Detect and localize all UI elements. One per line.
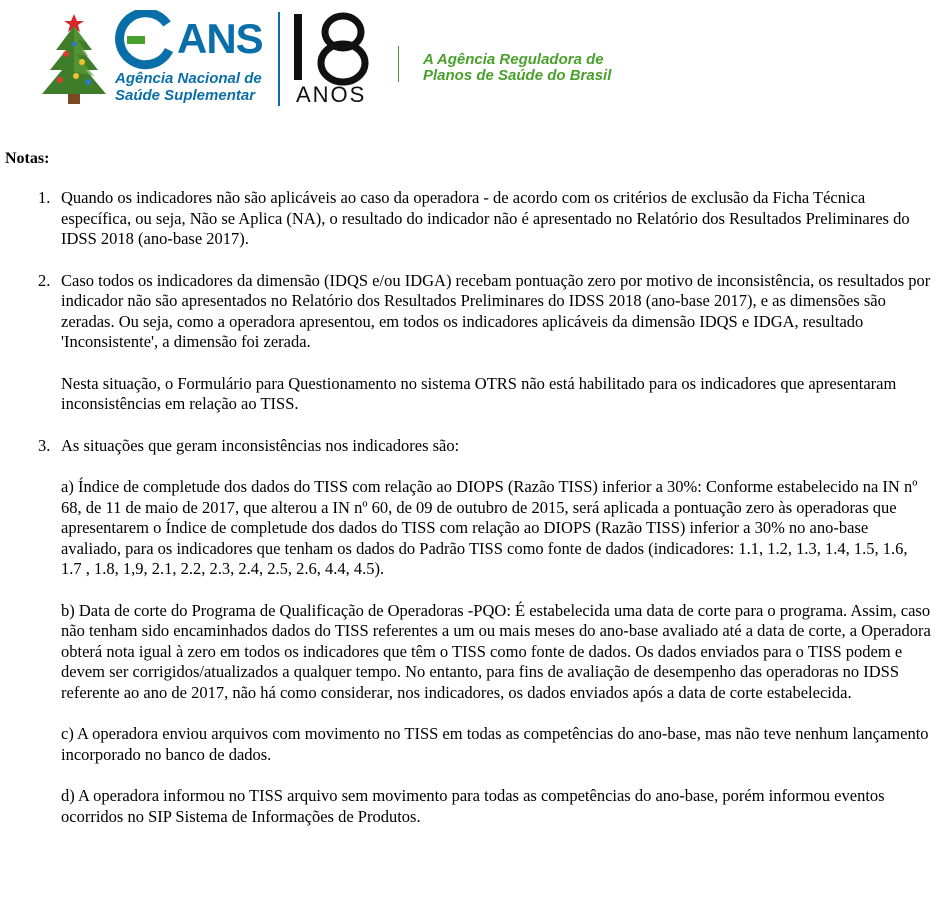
ans-logo-subtitle-line1: Agência Nacional de (115, 70, 262, 87)
tagline-line1: A Agência Reguladora de (423, 51, 604, 68)
note-subitem-b: b) Data de corte do Programa de Qualificação de Operadoras -PQO: É estabelecida uma data de corte para o programa. Assim, caso não tenham sido encaminhados dados do TISS referentes a um ou mais meses do ano-base avaliado até a data de corte, a Operadora obterá nota igual à zero em todos os indicadores que têm o TISS como fonte de dados. Os dados enviados para o TISS podem e devem ser corrigidos/atualizados a qualquer tempo. No entanto, para fins de avaliação de desempenho das operadoras no IDSS referente ao ano de 2017, não há como considerar, nos indicadores, os dados enviados após a data de corte estabelecida. (61, 600, 931, 702)
ans-logo-subtitle (115, 70, 262, 104)
ans-logo-subtitle-line2: Saúde Suplementar (115, 87, 256, 104)
notes-heading: Notas: (5, 150, 50, 167)
page-header (0, 0, 938, 125)
note-item-3 (0, 436, 938, 828)
anniversary-number: 18 (333, 67, 335, 69)
ans-symbol-icon (115, 10, 175, 70)
ans-logo (115, 8, 265, 108)
christmas-tree-icon (36, 10, 112, 110)
note-number: 2. (38, 270, 51, 290)
note-number: 1. (38, 188, 51, 207)
header-divider (278, 12, 280, 106)
tagline-divider (398, 46, 399, 82)
anniversary-label: ANOS (296, 82, 367, 107)
note-subitem-d: d) A operadora informou no TISS arquivo sem movimento para todas as competências do ano-base, porém informou eventos ocorridos no SIP Sistema de Informações de Produtos. (61, 786, 885, 826)
note-number: 3. (38, 435, 51, 455)
notes-list (0, 188, 938, 827)
note-item-1 (0, 188, 938, 250)
note-item-2 (0, 271, 938, 415)
ans-logo-word: ANS (177, 15, 263, 62)
note-subitem-a: a) Índice de completude dos dados do TISS com relação ao DIOPS (Razão TISS) inferior a 30%: Conforme estabelecido na IN nº 68, de 11 de maio de 2017, que alterou a IN nº 60, de 09 de outubro de 2015, será aplicada a pontuação zero às operadoras que apresentarem o Índice de completude dos dados do TISS com relação ao DIOPS (Razão TISS) inferior a 30% no ano-base avaliado, para os indicadores que tenham os dados do Padrão TISS como fonte de dados (indicadores: 1.1, 1.2, 1.3, 1.4, 1.5, 1.6, 1.7 , 1.8, 1,9, 2.1, 2.2, 2.3, 2.4, 2.5, 2.6, 4.4, 4.5). (61, 477, 918, 578)
note-subitem-c: c) A operadora enviou arquivos com movimento no TISS em todas as competências do ano-base, mas não teve nenhum lançamento incorporado no banco de dados. (61, 724, 929, 764)
note-text-secondary: Nesta situação, o Formulário para Questionamento no sistema OTRS não está habilitado para os indicadores que apresentaram inconsistências em relação ao TISS. (61, 373, 897, 413)
note-intro: As situações que geram inconsistências nos indicadores são: (61, 435, 460, 455)
note-text: Quando os indicadores não são aplicáveis ao caso da operadora - de acordo com os critérios de exclusão da Ficha Técnica específica, ou seja, Não se Aplica (NA), o resultado do indicador não é apresentado no Relatório dos Resultados Preliminares do IDSS 2018 (ano-base 2017). (61, 188, 910, 248)
note-text: Caso todos os indicadores da dimensão (IDQS e/ou IDGA) recebam pontuação zero por motivo de inconsistência, os resultados por indicador não são apresentados no Relatório dos Resultados Preliminares do IDSS 2018 (ano-base 2017), e as dimensões são zeradas. Ou seja, como a operadora apresentou, em todos os indicadores aplicáveis da dimensão IDQS e IDGA, resultado 'Inconsistente', a dimensão foi zerada. (61, 270, 931, 351)
tagline-line2: Planos de Saúde do Brasil (423, 67, 612, 84)
agency-tagline (423, 52, 611, 84)
